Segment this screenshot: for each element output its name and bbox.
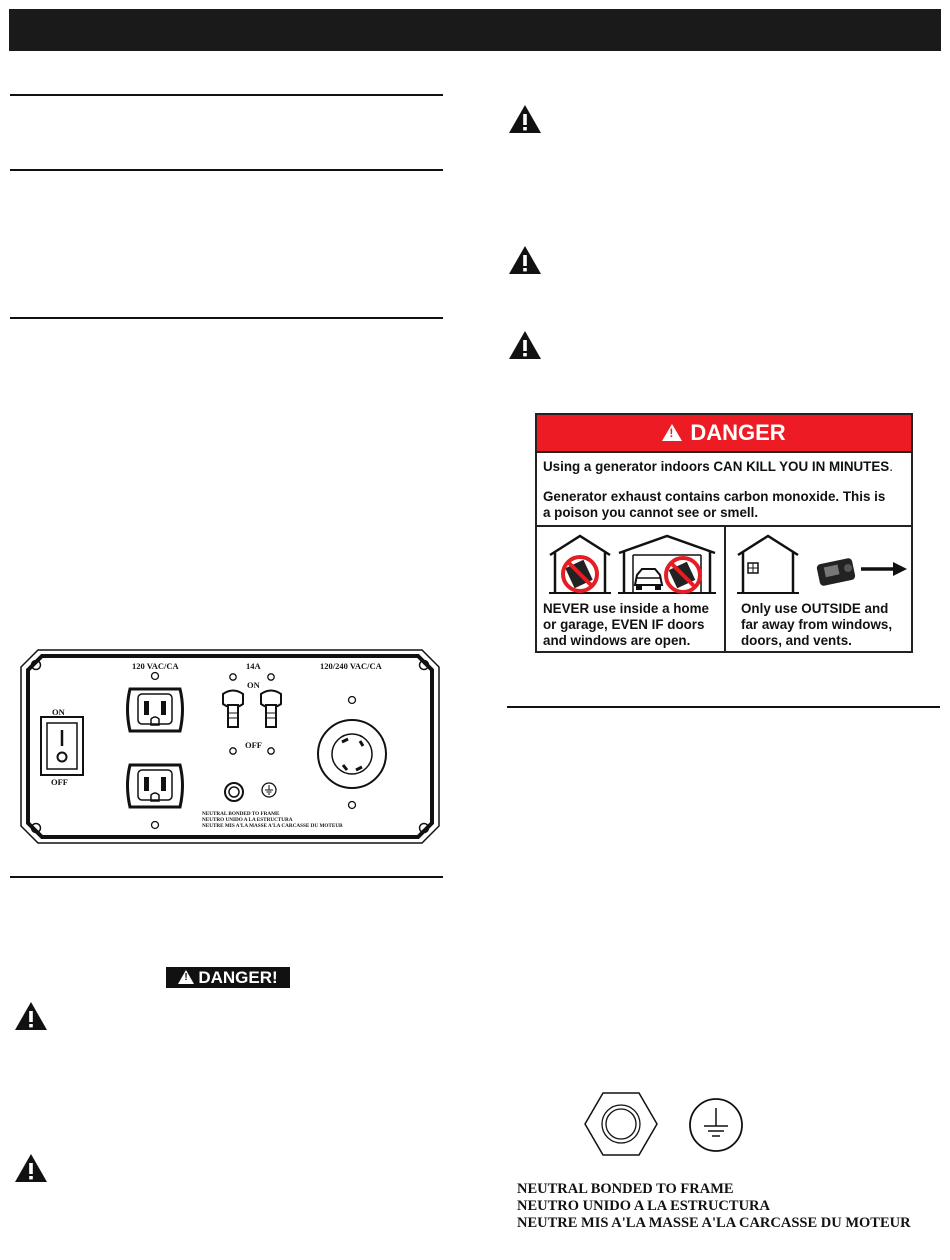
garage-icon (617, 533, 717, 595)
header-bar (9, 9, 941, 51)
control-panel (20, 649, 440, 844)
car-icon (635, 569, 662, 590)
section-rule (10, 94, 443, 96)
warning-triangle-icon (14, 1153, 48, 1183)
danger-sign (535, 413, 913, 653)
label-14a: 14A (246, 661, 261, 671)
neutral-bonded-line-1: NEUTRAL BONDED TO FRAME (517, 1181, 734, 1197)
outside-caption: Only use OUTSIDE and far away from windows, doors, and vents. (741, 601, 893, 648)
warning-triangle-icon (508, 330, 542, 360)
danger-line-3: a poison you cannot see or smell. (543, 505, 759, 520)
neutral-bonded-line-2: NEUTRO UNIDO A LA ESTRUCTURA (517, 1198, 770, 1214)
warning-triangle-icon (14, 1001, 48, 1031)
house-icon (547, 533, 613, 595)
sign-divider (724, 525, 726, 651)
house-icon (735, 533, 801, 595)
label-breaker-off: OFF (245, 740, 262, 750)
warning-triangle-icon (508, 104, 542, 134)
section-rule (10, 876, 443, 878)
neutral-bonded-line-3: NEUTRE MIS A'LA MASSE A'LA CARCASSE DU MOTEUR (517, 1215, 911, 1231)
warning-triangle-icon (178, 970, 194, 984)
warning-triangle-icon (662, 424, 682, 441)
danger-sign-heading: !DANGER (537, 415, 911, 453)
danger-line-1: Using a generator indoors CAN KILL YOU IN MINUTES. (543, 459, 893, 474)
section-rule (10, 317, 443, 319)
label-switch-off: OFF (51, 777, 68, 787)
label-breaker-on: ON (247, 680, 260, 690)
panel-neutral-text: NEUTRAL BONDED TO FRAME NEUTRO UNIDO A LA ESTRUCTURA NEUTRE MIS A'LA MASSE A'LA CARCASSE DU MOTEUR (202, 811, 343, 829)
danger-label: !DANGER! (166, 967, 290, 988)
section-rule (507, 706, 940, 708)
hex-nut-icon (583, 1091, 659, 1157)
ground-symbol-icon (688, 1097, 744, 1153)
generator-icon (815, 555, 859, 587)
warning-triangle-icon (508, 245, 542, 275)
never-caption: NEVER use inside a home or garage, EVEN IF doors and windows are open. (543, 601, 709, 648)
arrow-right-icon (859, 561, 909, 577)
danger-line-2: Generator exhaust contains carbon monoxide. This is (543, 489, 886, 504)
label-120-240-vac: 120/240 VAC/CA (320, 661, 382, 671)
label-switch-on: ON (52, 707, 65, 717)
section-rule (10, 169, 443, 171)
label-120-vac: 120 VAC/CA (132, 661, 179, 671)
